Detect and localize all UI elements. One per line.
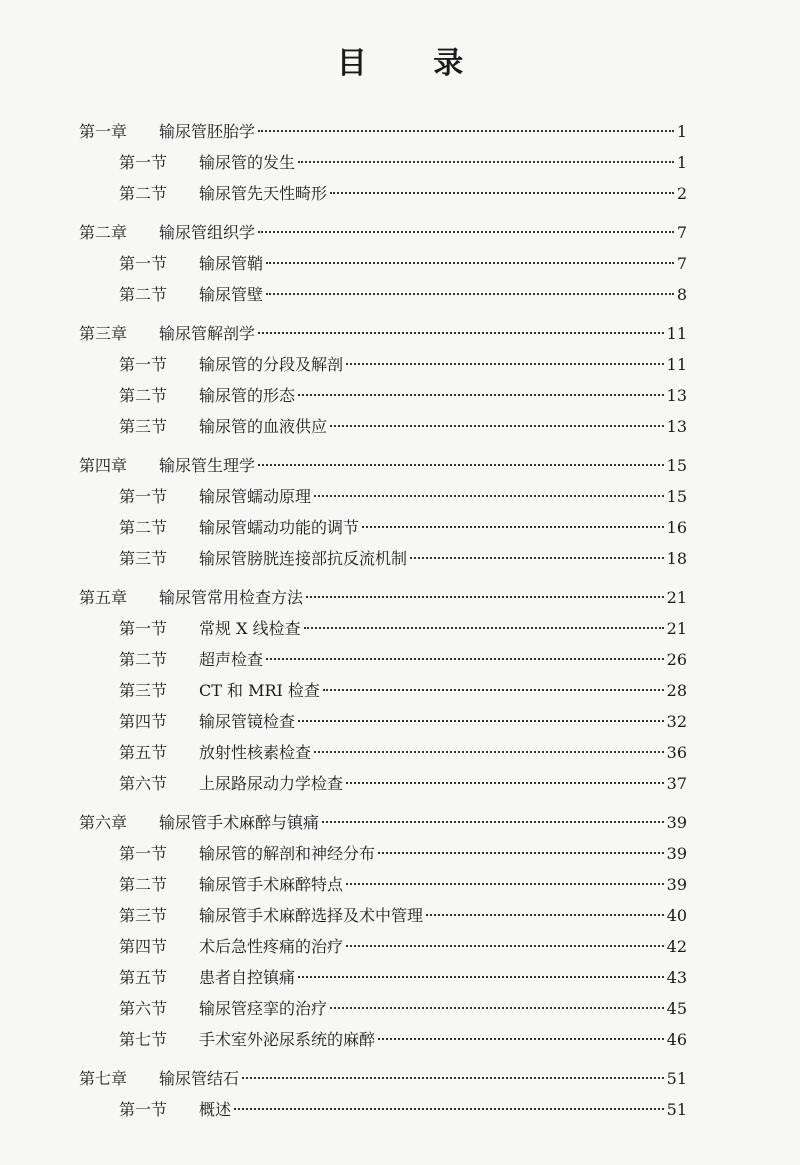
page-number: 18 — [666, 549, 687, 568]
section-number: 第六节 — [119, 774, 168, 793]
chapter-title: 输尿管结石 — [159, 1069, 240, 1088]
section-title: 输尿管手术麻醉选择及术中管理 — [199, 906, 424, 925]
section-number: 第二节 — [119, 285, 168, 304]
page-number: 37 — [666, 774, 687, 793]
section-number: 第三节 — [119, 549, 168, 568]
section-number: 第二节 — [119, 875, 168, 894]
chapter-title: 输尿管组织学 — [159, 223, 256, 242]
section-entry — [79, 481, 687, 512]
chapter-number: 第六章 — [79, 813, 128, 832]
section-number: 第二节 — [119, 386, 168, 405]
dot-leader — [258, 231, 674, 233]
section-entry — [79, 931, 687, 962]
dot-leader — [346, 883, 664, 885]
chapter-number: 第四章 — [79, 456, 128, 475]
section-number: 第一节 — [119, 619, 168, 638]
chapter-title: 输尿管手术麻醉与镇痛 — [159, 813, 320, 832]
dot-leader — [323, 689, 664, 691]
page-number: 7 — [676, 254, 687, 273]
page-number: 36 — [666, 743, 687, 762]
section-entry — [79, 248, 687, 279]
chapter-block — [79, 1063, 687, 1125]
dot-leader — [242, 1077, 664, 1079]
section-title: 输尿管的解剖和神经分布 — [199, 844, 376, 863]
chapter-entry — [79, 318, 687, 349]
chapter-block — [79, 450, 687, 574]
page-number: 2 — [676, 184, 687, 203]
dot-leader — [298, 720, 664, 722]
dot-leader — [266, 293, 674, 295]
section-title: 输尿管手术麻醉特点 — [199, 875, 344, 894]
page-number: 1 — [676, 153, 687, 172]
table-of-contents — [79, 116, 687, 1133]
section-title: 输尿管膀胱连接部抗反流机制 — [199, 549, 408, 568]
chapter-block — [79, 582, 687, 799]
dot-leader — [426, 914, 664, 916]
section-entry — [79, 869, 687, 900]
chapter-number: 第七章 — [79, 1069, 128, 1088]
section-number: 第四节 — [119, 937, 168, 956]
chapter-number: 第五章 — [79, 588, 128, 607]
section-entry — [79, 1094, 687, 1125]
section-title: 上尿路尿动力学检查 — [199, 774, 344, 793]
section-title: 输尿管蠕动原理 — [199, 487, 312, 506]
page-number: 40 — [666, 906, 687, 925]
chapter-number: 第三章 — [79, 324, 128, 343]
section-entry — [79, 993, 687, 1024]
page-number: 8 — [676, 285, 687, 304]
section-entry — [79, 279, 687, 310]
section-title: 输尿管镜检查 — [199, 712, 296, 731]
section-entry — [79, 380, 687, 411]
chapter-title: 输尿管生理学 — [159, 456, 256, 475]
section-number: 第二节 — [119, 184, 168, 203]
section-entry — [79, 543, 687, 574]
dot-leader — [346, 945, 664, 947]
section-number: 第一节 — [119, 1100, 168, 1119]
section-number: 第五节 — [119, 968, 168, 987]
chapter-block — [79, 318, 687, 442]
dot-leader — [258, 130, 674, 132]
chapter-entry — [79, 450, 687, 481]
section-number: 第一节 — [119, 487, 168, 506]
chapter-entry — [79, 807, 687, 838]
chapter-title: 输尿管常用检查方法 — [159, 588, 304, 607]
section-title: 输尿管的血液供应 — [199, 417, 328, 436]
page-number: 46 — [666, 1030, 687, 1049]
dot-leader — [346, 363, 664, 365]
dot-leader — [258, 464, 664, 466]
section-entry — [79, 512, 687, 543]
chapter-entry — [79, 217, 687, 248]
page-number: 15 — [666, 487, 687, 506]
chapter-entry — [79, 582, 687, 613]
page-number: 26 — [666, 650, 687, 669]
section-entry — [79, 349, 687, 380]
section-title: 患者自控镇痛 — [199, 968, 296, 987]
dot-leader — [306, 596, 664, 598]
page-number: 13 — [666, 386, 687, 405]
section-number: 第二节 — [119, 518, 168, 537]
section-title: CT 和 MRI 检查 — [199, 681, 320, 700]
page-number: 7 — [676, 223, 687, 242]
section-title: 输尿管先天性畸形 — [199, 184, 328, 203]
chapter-block — [79, 116, 687, 209]
section-entry — [79, 1024, 687, 1055]
dot-leader — [298, 394, 664, 396]
page-number: 21 — [666, 619, 687, 638]
dot-leader — [258, 332, 664, 334]
dot-leader — [330, 425, 664, 427]
page-number: 11 — [666, 355, 687, 374]
section-entry — [79, 838, 687, 869]
dot-leader — [266, 658, 664, 660]
section-entry — [79, 675, 687, 706]
section-title: 输尿管的分段及解剖 — [199, 355, 344, 374]
dot-leader — [298, 161, 674, 163]
page-number: 32 — [666, 712, 687, 731]
dot-leader — [266, 262, 674, 264]
section-entry — [79, 768, 687, 799]
section-entry — [79, 178, 687, 209]
section-title: 概述 — [199, 1100, 232, 1119]
page-number: 39 — [666, 844, 687, 863]
page-number: 39 — [666, 875, 687, 894]
chapter-title: 输尿管解剖学 — [159, 324, 256, 343]
page-number: 11 — [666, 324, 687, 343]
dot-leader — [304, 627, 664, 629]
page-number: 13 — [666, 417, 687, 436]
section-title: 输尿管的形态 — [199, 386, 296, 405]
section-number: 第二节 — [119, 650, 168, 669]
section-number: 第三节 — [119, 681, 168, 700]
dot-leader — [314, 751, 664, 753]
page-title: 目 录 — [336, 46, 492, 81]
section-number: 第一节 — [119, 254, 168, 273]
section-title: 常规 X 线检查 — [199, 619, 301, 638]
section-title: 术后急性疼痛的治疗 — [199, 937, 344, 956]
dot-leader — [330, 1007, 664, 1009]
chapter-block — [79, 217, 687, 310]
dot-leader — [410, 557, 664, 559]
section-number: 第六节 — [119, 999, 168, 1018]
section-number: 第三节 — [119, 906, 168, 925]
section-number: 第四节 — [119, 712, 168, 731]
page-number: 42 — [666, 937, 687, 956]
dot-leader — [298, 976, 664, 978]
section-title: 手术室外泌尿系统的麻醉 — [199, 1030, 376, 1049]
section-number: 第一节 — [119, 355, 168, 374]
dot-leader — [378, 852, 664, 854]
section-title: 输尿管痉挛的治疗 — [199, 999, 328, 1018]
section-number: 第一节 — [119, 844, 168, 863]
section-number: 第五节 — [119, 743, 168, 762]
section-title: 输尿管鞘 — [199, 254, 264, 273]
page-number: 51 — [666, 1069, 687, 1088]
dot-leader — [234, 1108, 664, 1110]
section-entry — [79, 147, 687, 178]
section-entry — [79, 900, 687, 931]
dot-leader — [330, 192, 674, 194]
section-number: 第一节 — [119, 153, 168, 172]
chapter-entry — [79, 1063, 687, 1094]
section-entry — [79, 644, 687, 675]
section-entry — [79, 737, 687, 768]
dot-leader — [362, 526, 664, 528]
page-number: 1 — [676, 122, 687, 141]
section-entry — [79, 411, 687, 442]
chapter-entry — [79, 116, 687, 147]
chapter-number: 第一章 — [79, 122, 128, 141]
page-number: 21 — [666, 588, 687, 607]
chapter-block — [79, 807, 687, 1055]
section-title: 输尿管壁 — [199, 285, 264, 304]
page-number: 15 — [666, 456, 687, 475]
section-title: 超声检查 — [199, 650, 264, 669]
page-number: 28 — [666, 681, 687, 700]
page-number: 16 — [666, 518, 687, 537]
chapter-title: 输尿管胚胎学 — [159, 122, 256, 141]
page-number: 51 — [666, 1100, 687, 1119]
section-title: 放射性核素检查 — [199, 743, 312, 762]
page-number: 39 — [666, 813, 687, 832]
section-entry — [79, 613, 687, 644]
page-number: 43 — [666, 968, 687, 987]
dot-leader — [346, 782, 664, 784]
section-entry — [79, 962, 687, 993]
dot-leader — [314, 495, 664, 497]
section-title: 输尿管蠕动功能的调节 — [199, 518, 360, 537]
dot-leader — [322, 821, 664, 823]
dot-leader — [378, 1038, 664, 1040]
chapter-number: 第二章 — [79, 223, 128, 242]
section-entry — [79, 706, 687, 737]
page-number: 45 — [666, 999, 687, 1018]
section-title: 输尿管的发生 — [199, 153, 296, 172]
section-number: 第三节 — [119, 417, 168, 436]
section-number: 第七节 — [119, 1030, 168, 1049]
